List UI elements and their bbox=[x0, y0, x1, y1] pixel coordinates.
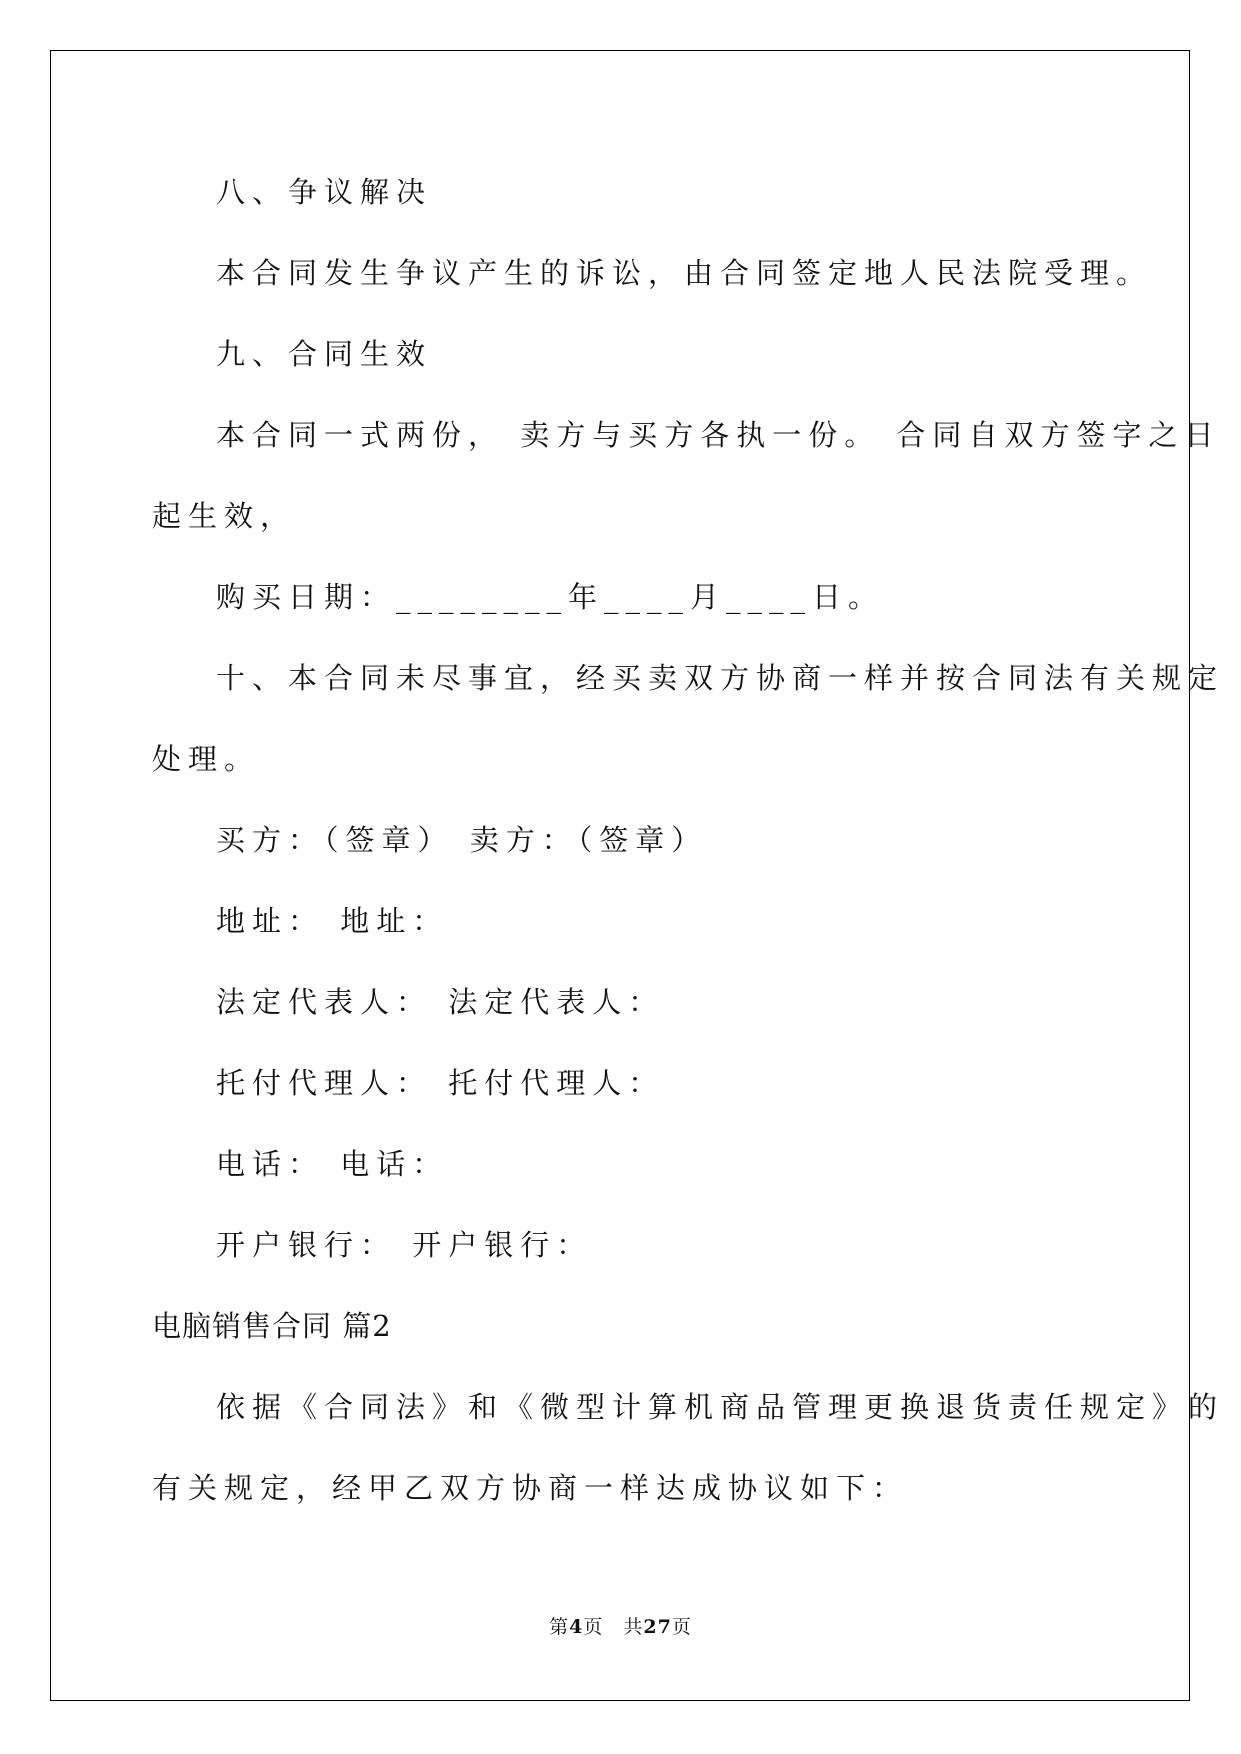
section-heading-effective: 九、合同生效 bbox=[216, 337, 433, 371]
section-heading-misc: 十、本合同未尽事宜，经买卖双方协商一样并按合同法有关规定 bbox=[216, 661, 1225, 695]
address-line: 地址： 地址： bbox=[216, 904, 449, 938]
bank-line: 开户银行： 开户银行： bbox=[216, 1228, 593, 1262]
footer-suffix: 页 bbox=[671, 1616, 692, 1638]
phone-line: 电话： 电话： bbox=[216, 1147, 449, 1181]
footer-total-pages: 27 bbox=[643, 1616, 672, 1638]
paragraph-effective-body: 本合同一式两份， 卖方与买方各执一份。 合同自双方签字之日 bbox=[216, 418, 1221, 452]
footer-page-number: 4 bbox=[569, 1616, 584, 1638]
legal-rep-line: 法定代表人： 法定代表人： bbox=[216, 985, 665, 1019]
paragraph-dispute-body: 本合同发生争议产生的诉讼，由合同签定地人民法院受理。 bbox=[216, 256, 1153, 290]
paragraph-misc-cont: 处理。 bbox=[152, 742, 261, 776]
paragraph-basis-cont: 有关规定，经甲乙双方协商一样达成协议如下： bbox=[152, 1471, 909, 1505]
page-border bbox=[50, 50, 1190, 1701]
paragraph-basis: 依据《合同法》和《微型计算机商品管理更换退货责任规定》的 bbox=[216, 1390, 1225, 1424]
purchase-date-line: 购买日期：________年____月____日。 bbox=[216, 580, 885, 614]
paragraph-effective-cont: 起生效， bbox=[152, 499, 297, 533]
agent-line: 托付代理人： 托付代理人： bbox=[216, 1066, 665, 1100]
section-heading-dispute: 八、争议解决 bbox=[216, 175, 433, 209]
footer-middle: 页 共 bbox=[583, 1616, 644, 1638]
footer-prefix: 第 bbox=[549, 1616, 570, 1638]
signature-line: 买方：（签章） 卖方：（签章） bbox=[216, 823, 708, 857]
page-footer bbox=[0, 1612, 1241, 1639]
contract-title-2: 电脑销售合同 篇2 bbox=[152, 1309, 392, 1343]
